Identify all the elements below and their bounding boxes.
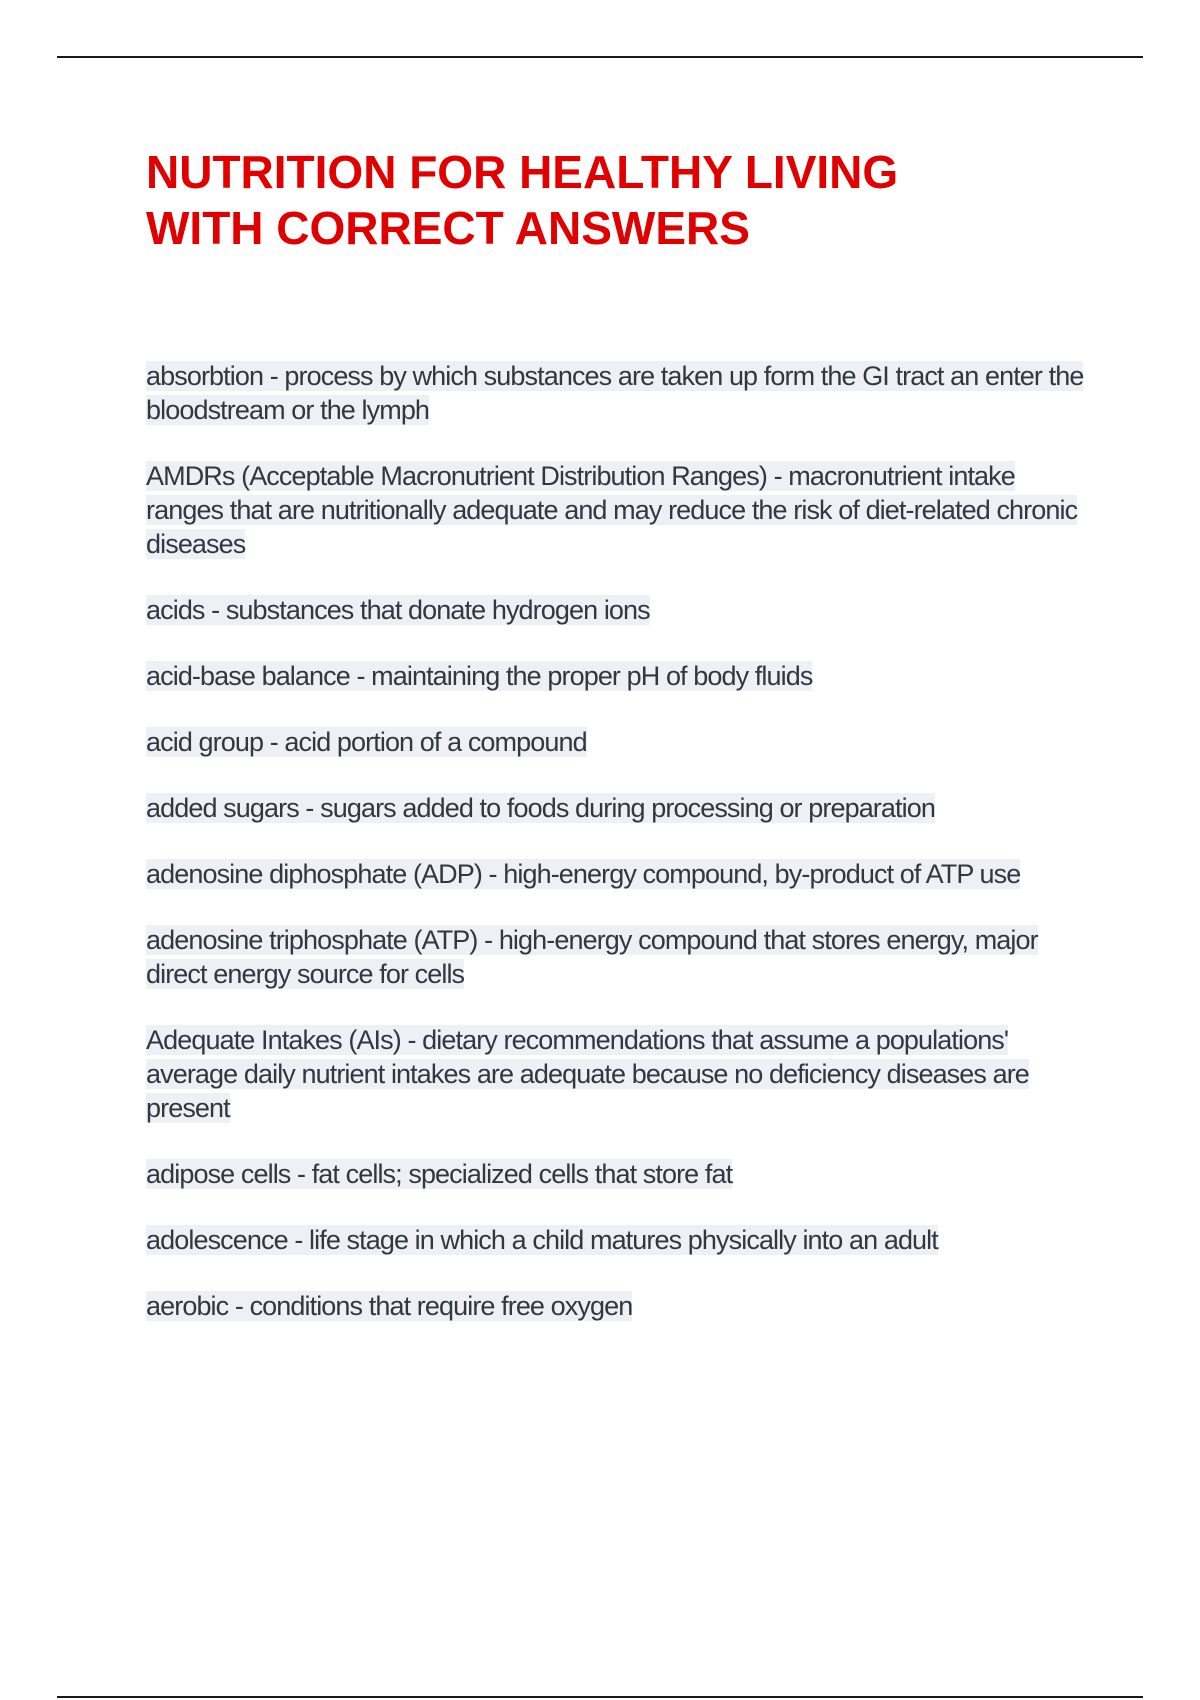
top-divider <box>57 56 1143 58</box>
glossary-definition: acid portion of a compound <box>284 727 587 757</box>
term-separator: - <box>204 595 226 625</box>
glossary-entry-text <box>146 1159 732 1189</box>
glossary-term: adenosine diphosphate (ADP) <box>146 859 482 889</box>
bottom-divider <box>57 1696 1143 1698</box>
glossary-definition: substances that donate hydrogen ions <box>225 595 650 625</box>
glossary-entry <box>146 459 1086 561</box>
glossary-entry-text <box>146 1291 632 1321</box>
term-separator: - <box>477 925 499 955</box>
term-separator: - <box>287 1225 310 1255</box>
glossary-term: Adequate Intakes (AIs) <box>146 1025 401 1055</box>
term-separator: - <box>290 1159 312 1189</box>
glossary-definition: macronutrient intake ranges that are nutritionally adequate and may reduce the risk of diet-related chronic diseases <box>146 461 1078 559</box>
glossary-list <box>146 359 1086 1355</box>
glossary-term: absorbtion <box>146 361 264 391</box>
glossary-definition: high-energy compound that stores energy, major direct energy source for cells <box>146 925 1038 989</box>
term-separator: - <box>349 661 372 691</box>
glossary-entry <box>146 725 1086 759</box>
glossary-entry <box>146 791 1086 825</box>
glossary-entry-text <box>146 793 935 823</box>
glossary-entry-text <box>146 727 587 757</box>
glossary-term: acids <box>146 595 205 625</box>
glossary-definition: maintaining the proper pH of body fluids <box>371 661 813 691</box>
glossary-entry-text <box>146 595 650 625</box>
glossary-term: adipose cells <box>146 1159 291 1189</box>
glossary-definition: conditions that require free oxygen <box>249 1291 633 1321</box>
term-separator: - <box>228 1291 250 1321</box>
glossary-entry-text <box>146 661 812 691</box>
term-separator: - <box>263 361 285 391</box>
glossary-definition: sugars added to foods during processing or preparation <box>320 793 935 823</box>
glossary-term: acid group <box>146 727 264 757</box>
glossary-entry <box>146 1223 1086 1257</box>
glossary-entry <box>146 659 1086 693</box>
title-line-1: NUTRITION FOR HEALTHY LIVING <box>146 146 899 198</box>
glossary-entry <box>146 1289 1086 1323</box>
glossary-term: AMDRs (Acceptable Macronutrient Distribution Ranges) <box>146 461 767 491</box>
glossary-entry <box>146 923 1086 991</box>
glossary-entry-text <box>146 361 1083 425</box>
glossary-entry <box>146 1157 1086 1191</box>
glossary-entry <box>146 359 1086 427</box>
glossary-definition: fat cells; specialized cells that store fat <box>311 1159 733 1189</box>
glossary-term: aerobic <box>146 1291 229 1321</box>
term-separator: - <box>400 1025 423 1055</box>
glossary-entry-text <box>146 1025 1029 1123</box>
glossary-term: acid-base balance <box>146 661 350 691</box>
document-title <box>146 144 1106 256</box>
glossary-entry <box>146 593 1086 627</box>
glossary-definition: life stage in which a child matures physically into an adult <box>309 1225 938 1255</box>
term-separator: - <box>481 859 504 889</box>
glossary-term: adenosine triphosphate (ATP) <box>146 925 478 955</box>
term-separator: - <box>263 727 285 757</box>
glossary-term: added sugars <box>146 793 299 823</box>
glossary-entry-text <box>146 1225 938 1255</box>
glossary-definition: high-energy compound, by-product of ATP use <box>503 859 1021 889</box>
term-separator: - <box>298 793 321 823</box>
glossary-term: adolescence <box>146 1225 288 1255</box>
title-line-2: WITH CORRECT ANSWERS <box>146 202 750 254</box>
glossary-entry <box>146 857 1086 891</box>
glossary-definition: dietary recommendations that assume a populations' average daily nutrient intakes are adequate because no deficiency diseases are present <box>146 1025 1029 1123</box>
glossary-definition: process by which substances are taken up form the GI tract an enter the bloodstream or the lymph <box>146 361 1084 425</box>
term-separator: - <box>766 461 789 491</box>
glossary-entry <box>146 1023 1086 1125</box>
glossary-entry-text <box>146 461 1077 559</box>
glossary-entry-text <box>146 859 1020 889</box>
glossary-entry-text <box>146 925 1038 989</box>
